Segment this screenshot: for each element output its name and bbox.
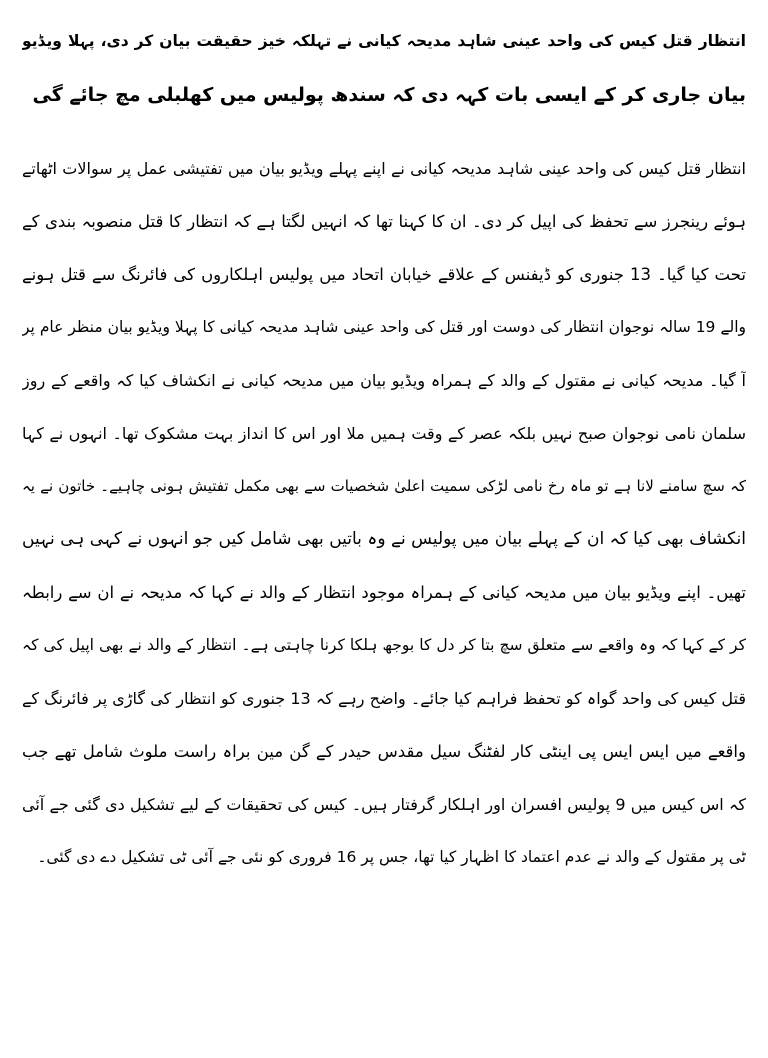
headline-line: بیان جاری کر کے ایسی بات کہہ دی کہ سندھ پولیس میں کھلبلی مچ جائے گی bbox=[32, 84, 746, 106]
headline-line: انتظار قتل کیس کی واحد عینی شاہد مدیحہ کیانی نے تہلکہ خیز حقیقت بیان کر دی، پہلا ویڈیو bbox=[22, 32, 746, 50]
body-line: قتل کیس کی واحد گواہ کو تحفظ فراہم کیا جائے۔ واضح رہے کہ 13 جنوری کو انتظار کی گاڑی پر فائرنگ کے bbox=[22, 689, 746, 708]
body-line: سلمان نامی نوجوان صبح نہیں بلکہ عصر کے وقت ہمیں ملا اور اس کا انداز بہت مشکوک تھا۔ انہوں نے کہا bbox=[22, 424, 746, 443]
body-line: کہ اس کیس میں 9 پولیس افسران اور اہلکار گرفتار ہیں۔ کیس کی تحقیقات کے لیے تشکیل دی گئی جے آئی bbox=[22, 795, 746, 814]
body-line: کر کے کہا کہ وہ واقعے سے متعلق سچ بتا کر دل کا بوجھ ہلکا کرنا چاہتی ہے۔ انتظار کے والد نے بھی اپیل کی کہ bbox=[22, 636, 746, 654]
body-line: ٹی پر مقتول کے والد نے عدم اعتماد کا اظہار کیا تھا، جس پر 16 فروری کو نئی جے آئی ٹی تشکیل دے دی گئی۔ bbox=[37, 848, 746, 866]
body-line: تھیں۔ اپنے ویڈیو بیان میں مدیحہ کیانی کے ہمراہ موجود انتظار کے والد نے کہا کہ مدیحہ نے ان سے رابطہ bbox=[22, 583, 746, 602]
body-line: انتظار قتل کیس کی واحد عینی شاہد مدیحہ کیانی نے اپنے پہلے ویڈیو بیان میں تفتیشی عمل پر سوالات اٹھاتے bbox=[22, 159, 746, 178]
body-line: تحت کیا گیا۔ 13 جنوری کو ڈیفنس کے علاقے خیابان اتحاد میں پولیس اہلکاروں کی فائرنگ سے قتل ہونے bbox=[22, 265, 746, 284]
body-line: ہوئے رینجرز سے تحفظ کی اپیل کر دی۔ ان کا کہنا تھا کہ انہیں لگتا ہے کہ انتظار کا قتل منصوبہ بندی کے bbox=[22, 212, 746, 231]
body-line: انکشاف بھی کیا کہ ان کے پہلے بیان میں پولیس نے وہ باتیں بھی شامل کیں جو انہوں نے کہی ہی نہیں bbox=[22, 529, 746, 549]
body-line: کہ سچ سامنے لانا ہے تو ماہ رخ نامی لڑکی سمیت اعلیٰ شخصیات سے بھی مکمل تفتیش ہونی چاہیے۔ خاتون نے یہ bbox=[22, 477, 746, 495]
body-line: والے 19 سالہ نوجوان انتظار کی دوست اور قتل کی واحد عینی شاہد مدیحہ کیانی کا پہلا ویڈیو بیان منظر عام پر bbox=[22, 318, 746, 336]
body-line: واقعے میں ایس ایس پی اینٹی کار لفٹنگ سیل مقدس حیدر کے گن مین براہ راست ملوث شامل تھے جب bbox=[22, 742, 746, 761]
article-headline bbox=[22, 14, 746, 122]
article-body bbox=[22, 142, 746, 884]
body-line: آ گیا۔ مدیحہ کیانی نے مقتول کے والد کے ہمراہ ویڈیو بیان میں مدیحہ کیانی نے انکشاف کیا کہ واقعے کے روز bbox=[22, 371, 746, 390]
